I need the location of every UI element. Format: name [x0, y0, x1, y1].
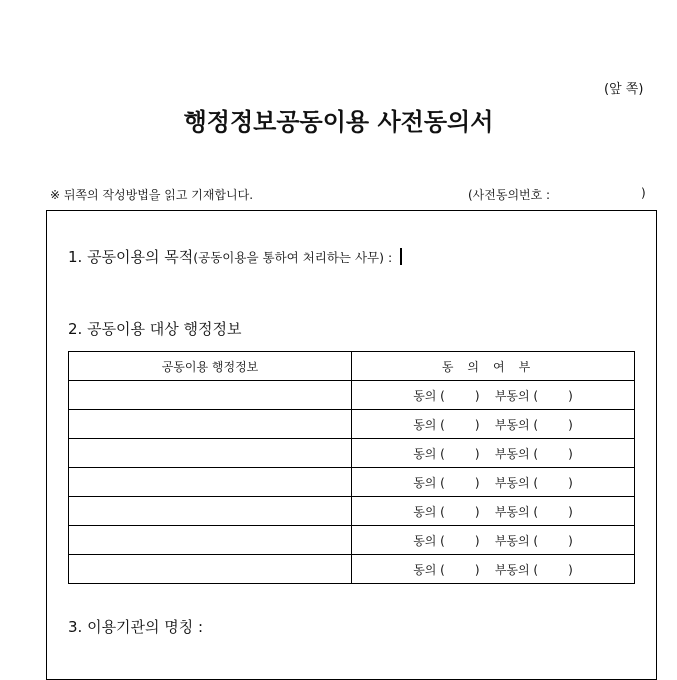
agree-option[interactable] [413, 447, 479, 461]
info-cell[interactable] [69, 497, 352, 526]
text-cursor[interactable] [400, 248, 402, 265]
disagree-label: 부동의 ( [494, 562, 539, 577]
table-header-row [69, 352, 635, 381]
consent-number-field[interactable] [468, 186, 646, 203]
consent-choice-cell [352, 410, 635, 439]
consent-number-label: (사전동의번호 : [468, 188, 551, 202]
agree-close: ) [474, 417, 480, 432]
disagree-close: ) [568, 388, 573, 403]
section-target-info: 2. 공동이용 대상 행정정보 [68, 320, 242, 338]
table-row [69, 439, 635, 468]
agree-close: ) [474, 504, 480, 519]
info-cell[interactable] [69, 439, 352, 468]
disagree-label: 부동의 ( [494, 475, 539, 490]
disagree-label: 부동의 ( [494, 388, 539, 403]
disagree-option[interactable] [495, 505, 573, 519]
agree-label: 동의 ( [413, 475, 445, 490]
agree-label: 동의 ( [413, 504, 445, 519]
agree-label: 동의 ( [413, 446, 445, 461]
agree-close: ) [474, 446, 480, 461]
agree-close: ) [474, 475, 480, 490]
section-purpose [68, 246, 402, 267]
disagree-option[interactable] [495, 476, 573, 490]
disagree-label: 부동의 ( [494, 533, 539, 548]
table-row [69, 497, 635, 526]
table-row [69, 410, 635, 439]
consent-number-close: ) [641, 186, 646, 200]
disagree-option[interactable] [495, 389, 573, 403]
agree-option[interactable] [413, 476, 479, 490]
consent-table [68, 351, 635, 584]
agree-option[interactable] [413, 418, 479, 432]
info-cell[interactable] [69, 526, 352, 555]
info-cell[interactable] [69, 555, 352, 584]
disagree-option[interactable] [495, 418, 573, 432]
consent-choice-cell [352, 381, 635, 410]
header-consent: 동의여부 [352, 352, 635, 381]
disagree-close: ) [568, 417, 573, 432]
disagree-close: ) [568, 533, 573, 548]
disagree-label: 부동의 ( [494, 446, 539, 461]
consent-choice-cell [352, 468, 635, 497]
disagree-option[interactable] [495, 447, 573, 461]
table-row [69, 555, 635, 584]
agree-label: 동의 ( [413, 533, 445, 548]
agree-option[interactable] [413, 534, 479, 548]
disagree-option[interactable] [495, 534, 573, 548]
consent-choice-cell [352, 526, 635, 555]
consent-choice-cell [352, 439, 635, 468]
table-row [69, 468, 635, 497]
consent-choice-cell [352, 497, 635, 526]
instruction-notice: ※ 뒤쪽의 작성방법을 읽고 기재합니다. [50, 188, 254, 202]
disagree-label: 부동의 ( [494, 417, 539, 432]
agree-close: ) [474, 388, 480, 403]
info-cell[interactable] [69, 410, 352, 439]
disagree-close: ) [568, 446, 573, 461]
agree-option[interactable] [413, 389, 479, 403]
agree-label: 동의 ( [413, 417, 445, 432]
agree-label: 동의 ( [413, 388, 445, 403]
section-agency-name: 3. 이용기관의 명칭 : [68, 618, 204, 636]
table-row [69, 526, 635, 555]
section-purpose-title: 1. 공동이용의 목적 [68, 248, 194, 266]
agree-option[interactable] [413, 505, 479, 519]
disagree-option[interactable] [495, 563, 573, 577]
disagree-label: 부동의 ( [494, 504, 539, 519]
header-info: 공동이용 행정정보 [69, 352, 352, 381]
page-side-label: (앞 쪽) [604, 82, 644, 97]
agree-option[interactable] [413, 563, 479, 577]
disagree-close: ) [568, 475, 573, 490]
table-row [69, 381, 635, 410]
agree-close: ) [474, 562, 480, 577]
document-title: 행정정보공동이용 사전동의서 [183, 108, 494, 136]
disagree-close: ) [568, 562, 573, 577]
agree-label: 동의 ( [413, 562, 445, 577]
info-cell[interactable] [69, 468, 352, 497]
info-cell[interactable] [69, 381, 352, 410]
agree-close: ) [474, 533, 480, 548]
consent-choice-cell [352, 555, 635, 584]
section-purpose-note: (공동이용을 통하여 처리하는 사무) : [193, 250, 393, 265]
disagree-close: ) [568, 504, 573, 519]
